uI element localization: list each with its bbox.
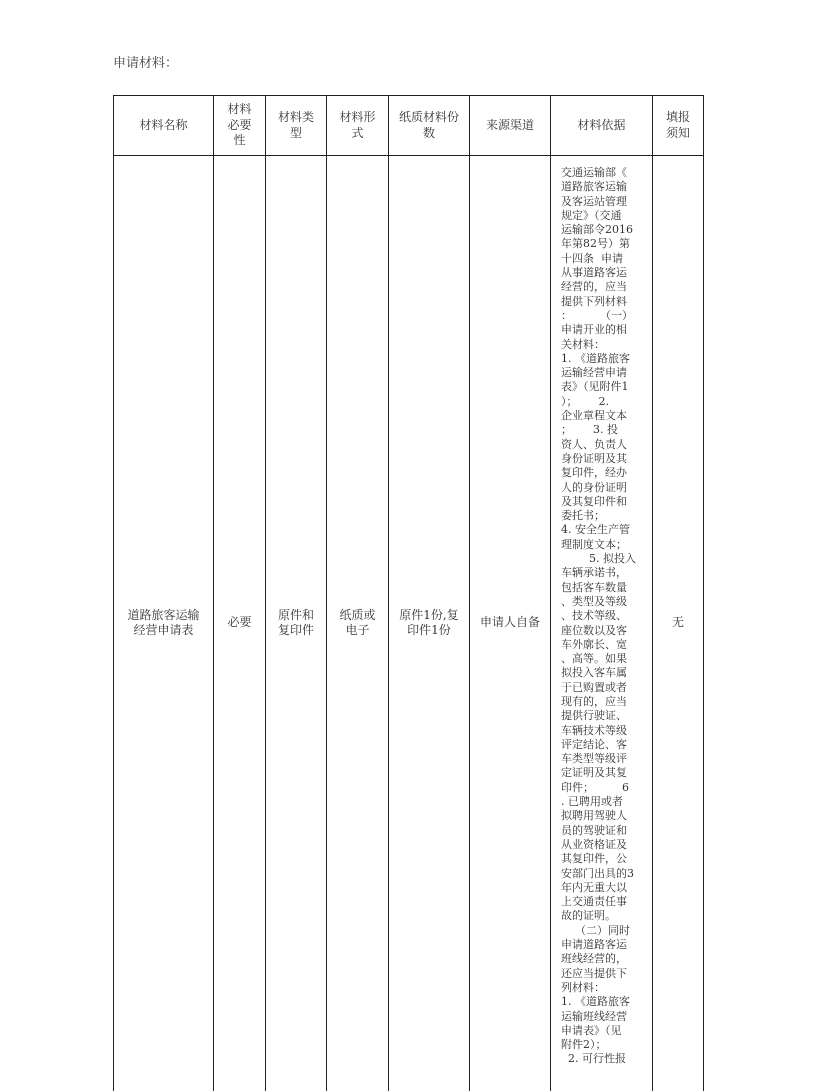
cell-basis: 交通运输部《 道路旅客运输 及客运站管理 规定》（交通 运输部令2016 年第82号）第 十四条 申请 从事道路客运 经营的，应当 提供下列材料 ： （一） 申请开业的相 关材料： 1. 《道路旅客 运输经营申请 表》（见附件1 ）； 2. 企业章程文本 ； 3. 投 资人、负责人 身份证明及其 复印件，经办 人的身份证明 及其复印件和 委托书； 4. 安全生产管 理制度文本； 5. 拟投入 车辆承诺书， 包括客车数量 、类型及等级 、技术等级、 座位数以及客 车外廓长、宽 、高等。如果 拟投入客车属 于已购置或者 现有的，应当 提供行驶证、 车辆技术等级 评定结论、客 车类型等级评 定证明及其复 印件； 6 . 已聘用或者 拟聘用驾驶人 员的驾驶证和 从业资格证及 其复印件，公 安部门出具的3 年内无重大以 上交通责任事 故的证明。 （二）同时 申请道路客运 班线经营的， 还应当提供下 列材料： 1. 《道路旅客 运输班线经营 申请表》（见 附件2）； 2. 可行性报 [551,156,653,1091]
cell-source: 申请人自备 [470,156,551,1091]
cell-material-name: 道路旅客运输 经营申请表 [114,156,214,1091]
materials-table [113,95,704,1091]
cell-paper-copies: 原件1份,复 印件1份 [389,156,470,1091]
header-basis: 材料依据 [551,96,653,156]
header-paper-copies: 纸质材料份 数 [389,96,470,156]
header-material-form: 材料形 式 [327,96,389,156]
cell-material-form: 纸质或 电子 [327,156,389,1091]
cell-required: 必要 [214,156,266,1091]
header-material-type: 材料类 型 [266,96,327,156]
header-required: 材料 必要 性 [214,96,266,156]
cell-material-type: 原件和 复印件 [266,156,327,1091]
section-title: 申请材料： [113,56,179,71]
header-source: 来源渠道 [470,96,551,156]
table-header-row [114,96,704,156]
header-material-name: 材料名称 [114,96,214,156]
table-row [114,156,704,1091]
cell-notes: 无 [653,156,704,1091]
header-notes: 填报 须知 [653,96,704,156]
